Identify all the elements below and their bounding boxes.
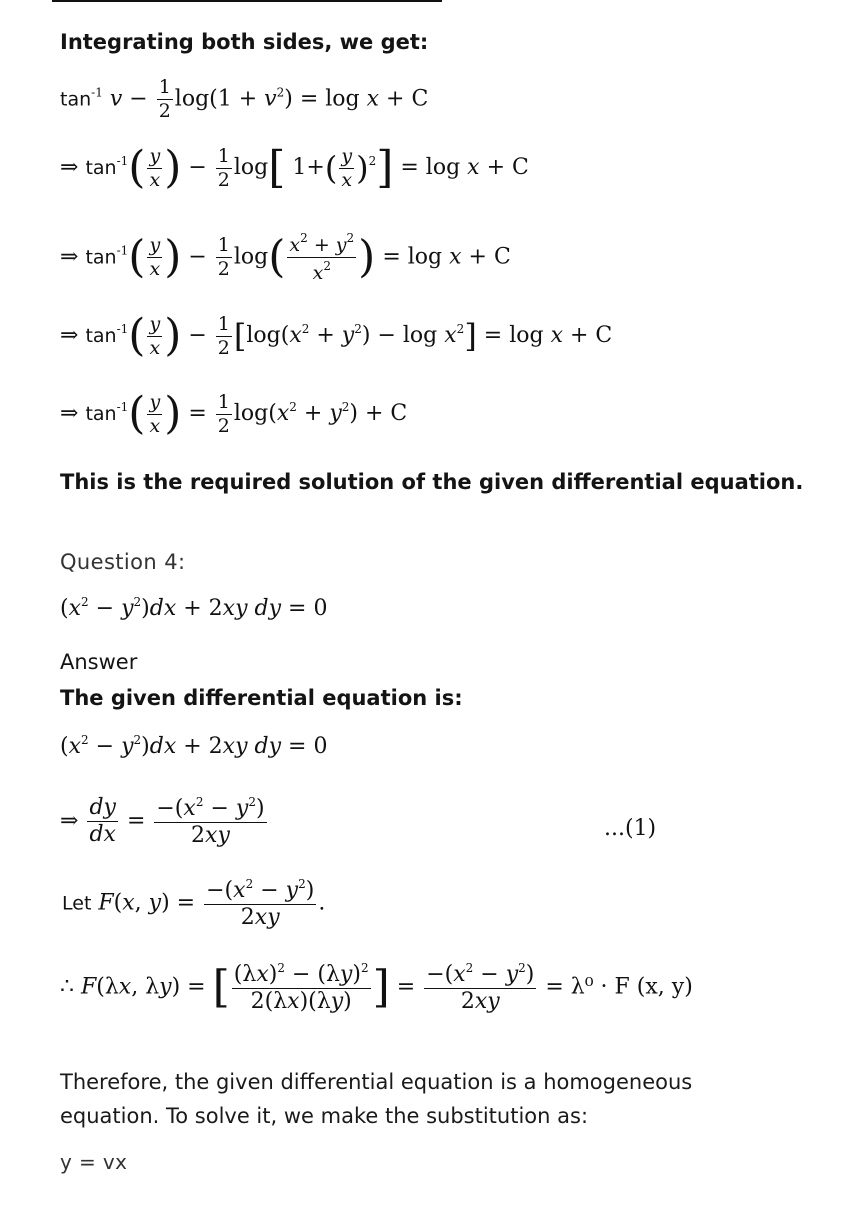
equation-step-4: ⇒ $\tan^{-1}$( $\frac{y}{x}$ ) − $\frac{1}{2}$ $[\log(x^2 + y^2) - \log x^2] = \log x + C$ <box>60 310 613 361</box>
answer-label: Answer <box>60 650 138 674</box>
inverse-exponent: -1 <box>91 85 103 100</box>
tan-label: tan <box>60 88 92 111</box>
therefore-line-1: Therefore, the given differential equation is a homogeneous <box>60 1070 693 1094</box>
question-equation: $(x^2 - y^2)dx + 2xy$ dy = 0 <box>60 595 328 621</box>
equation-number: ...(1) <box>604 816 657 841</box>
therefore-line-2: equation. To solve it, we make the substitution as: <box>60 1104 589 1128</box>
given-equation: $(x^2 - y^2)dx + 2xy$ dy = 0 <box>60 733 328 759</box>
question-label: Question 4: <box>60 550 186 574</box>
equation-step-2: ⇒ $\tan^{-1}$( $\frac{y}{x}$ ) − $\frac{1}{2}$ log[ 1+( $\frac{y}{x}$ )$^2$] = log x + C <box>60 142 529 193</box>
required-solution-text: This is the required solution of the given differential equation. <box>60 470 804 494</box>
equation-step-3: ⇒ $\tan^{-1}$( $\frac{y}{x}$ ) − $\frac{1}{2}$ log( $\frac{x^2 + y^2}{x^2}$ ) = log x + C <box>60 231 511 284</box>
top-rule <box>52 0 442 2</box>
integrating-text: Integrating both sides, we get: <box>60 30 429 54</box>
F-lambda-equation: ∴ F(λx, λy) = [ $\frac{(\lambda x)^2 - (\lambda y)^2}{2(\lambda x)(\lambda y)}$ ] = $\frac{-(x^2 - y^2)}{2xy}$ = λ⁰ · F (x, y) <box>60 961 693 1014</box>
lambda-zero-result: = λ⁰ · F (x, y) <box>545 974 693 1000</box>
given-equation-intro: The given differential equation is: <box>60 686 463 710</box>
equation-step-1: $\tan^{-1} v$ − $\frac{1}{2}$ $\log(1 + v^2) = \log x + C$ <box>60 76 429 122</box>
therefore-symbol: ∴ <box>60 974 74 1000</box>
substitution-text: y = vx <box>60 1150 128 1174</box>
dy-dx-equation: ⇒ $\frac{dy}{dx}$ = $\frac{-(x^2 - y^2)}{2xy}$ <box>60 795 265 848</box>
let-F-equation: Let F(x, y) = $\frac{-(x^2 - y^2)}{2xy}$ . <box>62 877 326 930</box>
implies-arrow: ⇒ <box>60 155 79 180</box>
half-fraction: $\frac{1}{2}$ <box>158 76 171 122</box>
equation-step-5: ⇒ $\tan^{-1}$( $\frac{y}{x}$ ) = $\frac{1}{2}$ $\log(x^2 + y^2) + C$ <box>60 388 408 439</box>
